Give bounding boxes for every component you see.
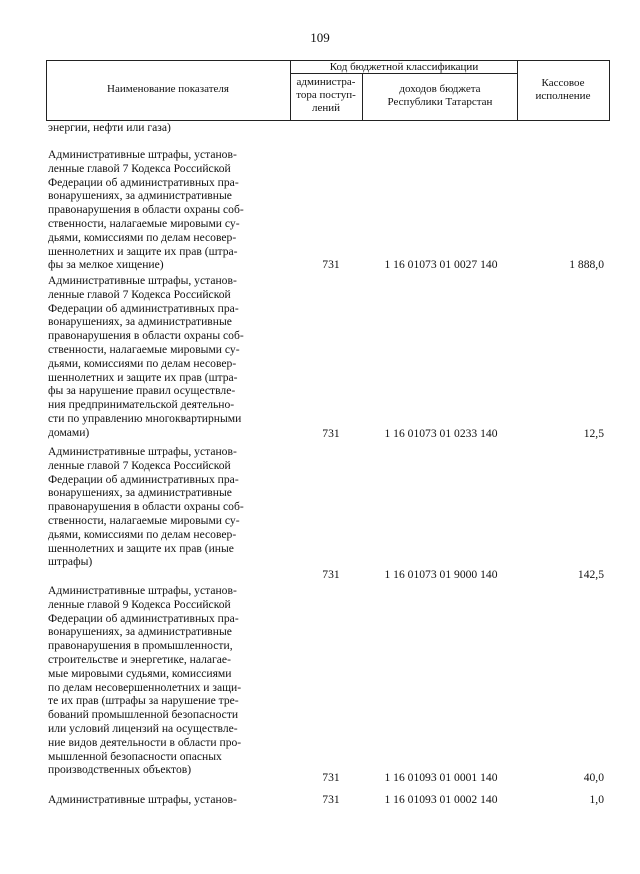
cash-amount: 1 888,0 — [569, 258, 604, 271]
page-number: 109 — [310, 30, 330, 45]
column-header-name: Наименование показателя — [107, 83, 229, 95]
table-row-name: Административные штрафы, установ- ленные главой 9 Кодекса Российской Федерации об административных пра- вонарушениях, за административные правонарушения в промышленности, строительстве и энергетике, налагае- мые мировыми судьями, комиссиями по делам несовершеннолетних и защи- те их прав (штрафы за нарушение тре- бований промышленной безопасности или условий лицензий на осуществле- ние видов деятельности в области про- мышленной безопасности опасных производственных объектов) — [48, 584, 242, 777]
admin-code: 731 — [322, 568, 340, 581]
cash-amount: 142,5 — [577, 568, 604, 581]
cash-amount: 40,0 — [583, 771, 604, 784]
income-code: 1 16 01073 01 0233 140 — [384, 427, 498, 440]
admin-code: 731 — [322, 258, 340, 271]
table-row-name: Административные штрафы, установ- — [48, 793, 237, 806]
column-header-income: доходов бюджета Республики Татарстан — [387, 83, 493, 108]
table-row-name: Административные штрафы, установ- ленные главой 7 Кодекса Российской Федерации об административных пра- вонарушениях, за административные правонарушения в области охраны соб- ственности, налагаемые мировыми су- дьями, комиссиями по делам несовер- шеннолетних и защите их прав (штра- фы за нарушение правил осуществле- ния предпринимательской деятельно- сти по управлению многоквартирными домами) — [48, 274, 244, 439]
income-code: 1 16 01073 01 0027 140 — [384, 258, 498, 271]
column-header-cash: Кассовое исполнение — [535, 77, 591, 102]
table-row-name: Административные штрафы, установ- ленные главой 7 Кодекса Российской Федерации об административных пра- вонарушениях, за административные правонарушения в области охраны соб- ственности, налагаемые мировыми су- дьями, комиссиями по делам несовер- шеннолетних и защите их прав (штра- фы за мелкое хищение) — [48, 148, 244, 272]
income-code: 1 16 01073 01 9000 140 — [384, 568, 498, 581]
table-row-name: Административные штрафы, установ- ленные главой 7 Кодекса Российской Федерации об административных пра- вонарушениях, за административные правонарушения в области охраны соб- ственности, налагаемые мировыми су- дьями, комиссиями по делам несовер- шеннолетних и защите их прав (иные штрафы) — [48, 445, 244, 569]
column-header-budget-classification: Код бюджетной классификации — [329, 61, 479, 73]
admin-code: 731 — [322, 793, 340, 806]
income-code: 1 16 01093 01 0002 140 — [384, 793, 498, 806]
admin-code: 731 — [322, 427, 340, 440]
continuation-text: энергии, нефти или газа) — [48, 121, 171, 134]
cash-amount: 1,0 — [589, 793, 604, 806]
cash-amount: 12,5 — [583, 427, 604, 440]
column-header-admin: администра- тора поступ- лений — [296, 76, 356, 114]
admin-code: 731 — [322, 771, 340, 784]
income-code: 1 16 01093 01 0001 140 — [384, 771, 498, 784]
